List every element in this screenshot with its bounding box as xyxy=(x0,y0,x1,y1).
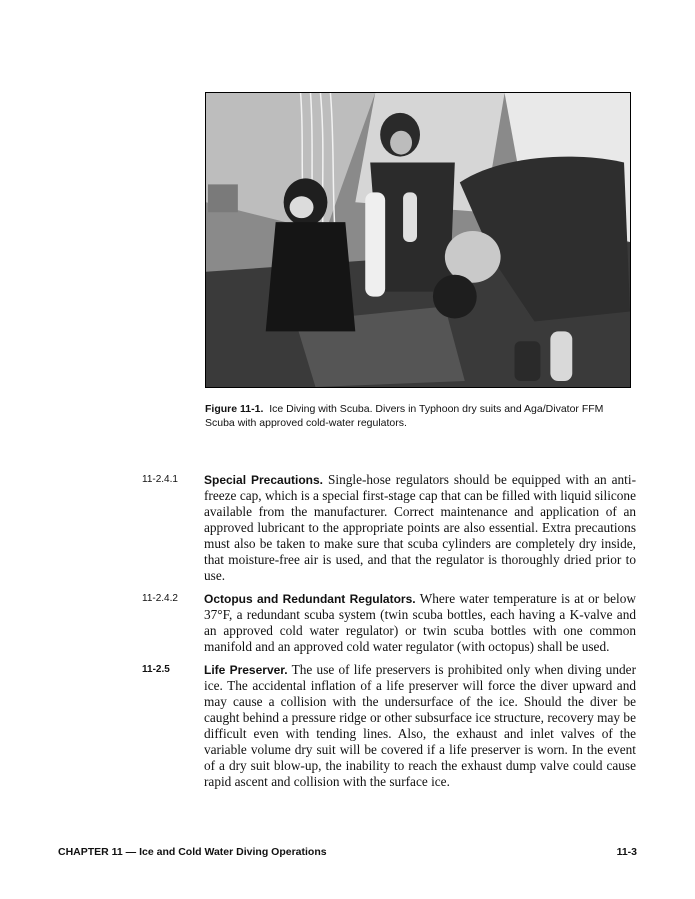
paragraph-text: The use of life preservers is prohibited only when diving under ice. The accidental inflation of a life preserver will force the diver upward and may cause a collision with the undersurface of the ice. Should the diver be caught behind a pressure ridge or other subsurface ice structure, recovery may be difficult even with tending lines. Also, the exhaust and inlet valves of the variable volume dry suit will be covered if a life preserver is worn. In the event of a dry suit blow-up, the inability to reach the exhaust dump valve could cause rapid ascent and collision with the surface ice. xyxy=(204,662,636,789)
figure-caption xyxy=(205,402,635,430)
paragraph-number: 11-2.4.1 xyxy=(142,474,178,485)
figure-photo xyxy=(205,92,631,388)
paragraph-number: 11-2.5 xyxy=(142,664,170,675)
paragraph-text: Single-hose regulators should be equipped with an anti-freeze cap, which is a special first-stage cap that can be filled with liquid silicone available from the manufacturer. Correct maintenance and application of an approved lubricant to the appropriate points are also essential. Extra precautions must also be taken to make sure that scuba cylinders are completely dry inside, that moisture-free air is used, and that the regulator is thoroughly dried prior to use. xyxy=(204,472,637,583)
paragraph-heading: Special Precautions. xyxy=(204,473,324,487)
figure-caption-text: Ice Diving with Scuba. Divers in Typhoon dry suits and Aga/Divator FFM Scuba with approved cold-water regulators. xyxy=(205,403,604,429)
paragraph-number: 11-2.4.2 xyxy=(142,593,178,604)
paragraph-text: Where water temperature is at or below 37°F, a redundant scuba system (twin scuba bottles, each having a K-valve and an approved cold water regulator) or twin scuba bottles with one common manifold and an approved cold water regulator (with octopus) shall be used. xyxy=(204,591,636,654)
footer-page-number: 11-3 xyxy=(616,846,637,858)
paragraph-octopus-regulators xyxy=(142,591,636,655)
paragraph-heading: Life Preserver. xyxy=(204,663,288,677)
paragraph-life-preserver xyxy=(142,662,636,790)
footer-chapter-title: CHAPTER 11 — Ice and Cold Water Diving Operations xyxy=(58,846,327,858)
ice-diving-photo-illustration xyxy=(206,93,630,387)
paragraph-heading: Octopus and Redundant Regulators. xyxy=(204,592,416,606)
figure-label: Figure 11-1. xyxy=(205,403,264,415)
paragraph-special-precautions xyxy=(142,472,636,584)
